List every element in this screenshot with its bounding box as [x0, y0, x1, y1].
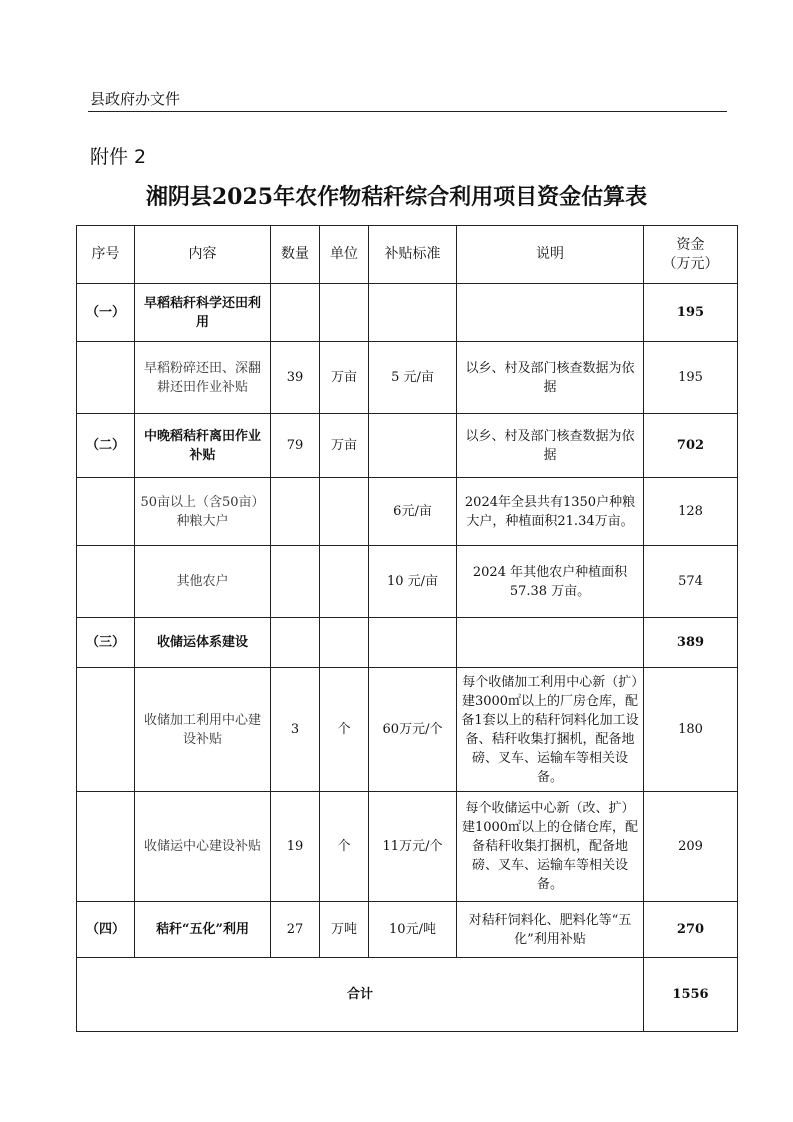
cell-index: [77, 342, 135, 414]
table-row: [77, 342, 738, 414]
section-index: （三）: [77, 618, 135, 668]
fund-header-line2: （万元）: [662, 255, 719, 272]
cell-quantity: 19: [271, 792, 320, 902]
cell-unit: [320, 546, 369, 618]
cell-index: [77, 546, 135, 618]
section-content: 中晚稻秸秆离田作业补贴: [135, 414, 271, 478]
header-divider: [88, 111, 727, 112]
cell-fund: 209: [644, 792, 738, 902]
cell-subsidy: 10 元/亩: [369, 546, 457, 618]
column-header-note: 说明: [457, 226, 644, 284]
table-row: [77, 414, 738, 478]
cell-fund: 180: [644, 668, 738, 792]
attachment-label: 附件 2: [90, 146, 147, 168]
cell-unit: [320, 284, 369, 342]
cell-quantity: [271, 284, 320, 342]
budget-table: [76, 225, 738, 1032]
table-row: [77, 902, 738, 958]
cell-content: 50亩以上（含50亩）种粮大户: [135, 478, 271, 546]
table-row: [77, 546, 738, 618]
cell-index: [77, 478, 135, 546]
table-row: [77, 284, 738, 342]
cell-note: 每个收储加工利用中心新（扩）建3000㎡以上的厂房仓库，配备1套以上的秸秆饲料化加工设备、秸秆收集打捆机，配备地磅、叉车、运输车等相关设备。: [457, 668, 644, 792]
cell-note: [457, 284, 644, 342]
cell-note: [457, 618, 644, 668]
cell-content: 收储运中心建设补贴: [135, 792, 271, 902]
column-header-fund: [644, 226, 738, 284]
cell-subsidy: [369, 284, 457, 342]
cell-content: 早稻粉碎还田、深翻耕还田作业补贴: [135, 342, 271, 414]
cell-subsidy: [369, 618, 457, 668]
cell-unit: 万亩: [320, 414, 369, 478]
table-row: [77, 478, 738, 546]
fund-header-line1: 资金: [676, 236, 705, 253]
page-title: 湘阴县2025年农作物秸秆综合利用项目资金估算表: [145, 184, 648, 210]
cell-note: 以乡、村及部门核查数据为依据: [457, 414, 644, 478]
total-row: [77, 958, 738, 1032]
cell-unit: 个: [320, 792, 369, 902]
cell-subsidy: [369, 414, 457, 478]
cell-fund: 195: [644, 284, 738, 342]
total-label: 合计: [77, 958, 644, 1032]
section-index: （一）: [77, 284, 135, 342]
cell-note: 2024 年其他农户种植面积 57.38 万亩。: [457, 546, 644, 618]
cell-note: 每个收储运中心新（改、扩）建1000㎡以上的仓储仓库，配备秸秆收集打捆机，配备地磅、叉车、运输车等相关设备。: [457, 792, 644, 902]
cell-fund: 702: [644, 414, 738, 478]
column-header-quantity: 数量: [271, 226, 320, 284]
cell-quantity: 3: [271, 668, 320, 792]
column-header-subsidy: 补贴标准: [369, 226, 457, 284]
cell-quantity: 27: [271, 902, 320, 958]
cell-subsidy: 60万元/个: [369, 668, 457, 792]
cell-unit: [320, 618, 369, 668]
cell-note: 对秸秆饲料化、肥料化等“五化”利用补贴: [457, 902, 644, 958]
cell-quantity: [271, 546, 320, 618]
table-row: [77, 792, 738, 902]
total-value: 1556: [644, 958, 738, 1032]
column-header-content: 内容: [135, 226, 271, 284]
cell-note: 以乡、村及部门核查数据为依据: [457, 342, 644, 414]
cell-fund: 270: [644, 902, 738, 958]
section-content: 收储运体系建设: [135, 618, 271, 668]
cell-quantity: 79: [271, 414, 320, 478]
table-row: [77, 618, 738, 668]
cell-subsidy: 5 元/亩: [369, 342, 457, 414]
section-index: （二）: [77, 414, 135, 478]
cell-subsidy: 11万元/个: [369, 792, 457, 902]
cell-content: 其他农户: [135, 546, 271, 618]
cell-quantity: [271, 618, 320, 668]
cell-fund: 128: [644, 478, 738, 546]
column-header-index: 序号: [77, 226, 135, 284]
cell-fund: 574: [644, 546, 738, 618]
table-header-row: [77, 226, 738, 284]
table-row: [77, 668, 738, 792]
cell-subsidy: 10元/吨: [369, 902, 457, 958]
section-index: （四）: [77, 902, 135, 958]
cell-unit: [320, 478, 369, 546]
cell-quantity: [271, 478, 320, 546]
cell-unit: 万亩: [320, 342, 369, 414]
section-content: 秸秆“五化”利用: [135, 902, 271, 958]
section-content: 早稻秸秆科学还田利用: [135, 284, 271, 342]
cell-index: [77, 792, 135, 902]
cell-fund: 195: [644, 342, 738, 414]
cell-fund: 389: [644, 618, 738, 668]
column-header-unit: 单位: [320, 226, 369, 284]
cell-content: 收储加工利用中心建设补贴: [135, 668, 271, 792]
cell-unit: 个: [320, 668, 369, 792]
cell-subsidy: 6元/亩: [369, 478, 457, 546]
document-header: 县政府办文件: [90, 90, 181, 108]
cell-quantity: 39: [271, 342, 320, 414]
cell-unit: 万吨: [320, 902, 369, 958]
cell-note: 2024年全县共有1350户种粮大户，种植面积21.34万亩。: [457, 478, 644, 546]
cell-index: [77, 668, 135, 792]
